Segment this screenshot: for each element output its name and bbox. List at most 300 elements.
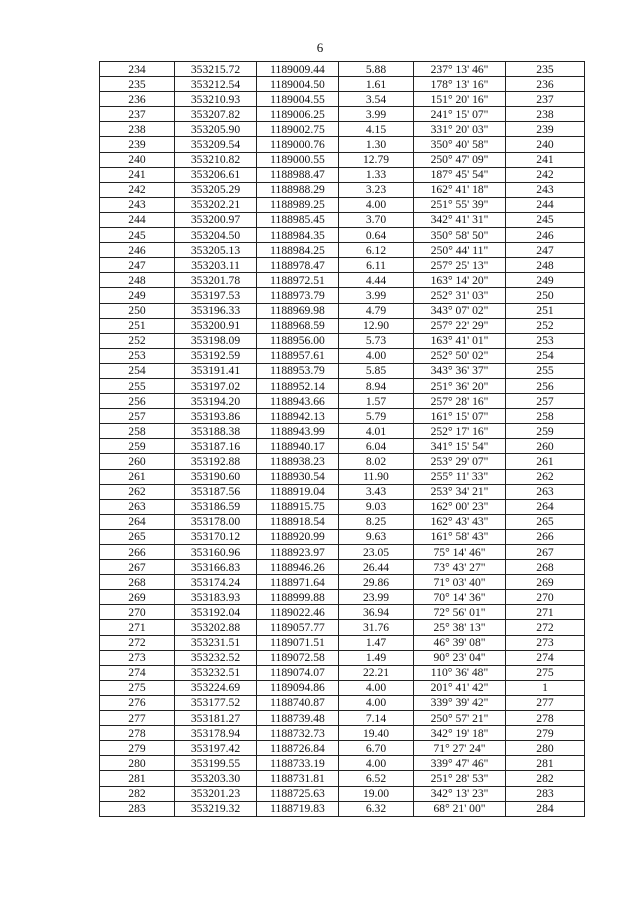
point-number-cell: 235 — [100, 77, 175, 92]
next-point-cell: 264 — [506, 499, 585, 514]
bearing-cell: 350° 58' 50" — [414, 228, 506, 243]
table-row — [100, 348, 585, 363]
table-row — [100, 680, 585, 695]
distance-cell: 23.05 — [339, 545, 414, 560]
x-coordinate-cell: 353178.94 — [175, 726, 257, 741]
point-number-cell: 276 — [100, 695, 175, 710]
y-coordinate-cell: 1189004.50 — [257, 77, 339, 92]
y-coordinate-cell: 1188985.45 — [257, 212, 339, 227]
bearing-cell: 71° 03' 40" — [414, 575, 506, 590]
table-row — [100, 726, 585, 741]
bearing-cell: 237° 13' 46" — [414, 62, 506, 77]
x-coordinate-cell: 353192.04 — [175, 605, 257, 620]
point-number-cell: 265 — [100, 529, 175, 544]
x-coordinate-cell: 353212.54 — [175, 77, 257, 92]
y-coordinate-cell: 1188952.14 — [257, 378, 339, 393]
point-number-cell: 238 — [100, 122, 175, 137]
table-row — [100, 394, 585, 409]
distance-cell: 3.99 — [339, 288, 414, 303]
distance-cell: 5.73 — [339, 333, 414, 348]
y-coordinate-cell: 1188972.51 — [257, 273, 339, 288]
distance-cell: 6.04 — [339, 439, 414, 454]
point-number-cell: 236 — [100, 92, 175, 107]
x-coordinate-cell: 353205.13 — [175, 243, 257, 258]
x-coordinate-cell: 353178.00 — [175, 514, 257, 529]
distance-cell: 1.57 — [339, 394, 414, 409]
bearing-cell: 72° 56' 01" — [414, 605, 506, 620]
bearing-cell: 46° 39' 08" — [414, 635, 506, 650]
point-number-cell: 244 — [100, 212, 175, 227]
point-number-cell: 258 — [100, 424, 175, 439]
next-point-cell: 1 — [506, 680, 585, 695]
table-row — [100, 514, 585, 529]
distance-cell: 4.44 — [339, 273, 414, 288]
bearing-cell: 71° 27' 24" — [414, 741, 506, 756]
table-row — [100, 77, 585, 92]
point-number-cell: 281 — [100, 771, 175, 786]
next-point-cell: 249 — [506, 273, 585, 288]
next-point-cell: 278 — [506, 711, 585, 726]
next-point-cell: 269 — [506, 575, 585, 590]
distance-cell: 6.12 — [339, 243, 414, 258]
y-coordinate-cell: 1188918.54 — [257, 514, 339, 529]
bearing-cell: 163° 41' 01" — [414, 333, 506, 348]
point-number-cell: 269 — [100, 590, 175, 605]
bearing-cell: 252° 17' 16" — [414, 424, 506, 439]
next-point-cell: 247 — [506, 243, 585, 258]
table-row — [100, 303, 585, 318]
table-row — [100, 771, 585, 786]
next-point-cell: 255 — [506, 363, 585, 378]
point-number-cell: 242 — [100, 182, 175, 197]
point-number-cell: 273 — [100, 650, 175, 665]
bearing-cell: 161° 58' 43" — [414, 529, 506, 544]
bearing-cell: 342° 13' 23" — [414, 786, 506, 801]
next-point-cell: 268 — [506, 560, 585, 575]
point-number-cell: 264 — [100, 514, 175, 529]
point-number-cell: 263 — [100, 499, 175, 514]
table-row — [100, 469, 585, 484]
point-number-cell: 268 — [100, 575, 175, 590]
point-number-cell: 256 — [100, 394, 175, 409]
x-coordinate-cell: 353190.60 — [175, 469, 257, 484]
bearing-cell: 331° 20' 03" — [414, 122, 506, 137]
table-row — [100, 499, 585, 514]
distance-cell: 1.30 — [339, 137, 414, 152]
x-coordinate-cell: 353202.21 — [175, 197, 257, 212]
bearing-cell: 250° 47' 09" — [414, 152, 506, 167]
next-point-cell: 240 — [506, 137, 585, 152]
distance-cell: 11.90 — [339, 469, 414, 484]
y-coordinate-cell: 1188973.79 — [257, 288, 339, 303]
next-point-cell: 267 — [506, 545, 585, 560]
next-point-cell: 265 — [506, 514, 585, 529]
distance-cell: 23.99 — [339, 590, 414, 605]
table-row — [100, 378, 585, 393]
distance-cell: 1.61 — [339, 77, 414, 92]
y-coordinate-cell: 1188732.73 — [257, 726, 339, 741]
point-number-cell: 241 — [100, 167, 175, 182]
point-number-cell: 253 — [100, 348, 175, 363]
point-number-cell: 234 — [100, 62, 175, 77]
y-coordinate-cell: 1189004.55 — [257, 92, 339, 107]
table-row — [100, 107, 585, 122]
distance-cell: 0.64 — [339, 228, 414, 243]
distance-cell: 9.63 — [339, 529, 414, 544]
distance-cell: 4.00 — [339, 756, 414, 771]
table-row — [100, 152, 585, 167]
y-coordinate-cell: 1188971.64 — [257, 575, 339, 590]
table-row — [100, 665, 585, 680]
bearing-cell: 257° 25' 13" — [414, 258, 506, 273]
bearing-cell: 201° 41' 42" — [414, 680, 506, 695]
point-number-cell: 262 — [100, 484, 175, 499]
bearing-cell: 151° 20' 16" — [414, 92, 506, 107]
y-coordinate-cell: 1189006.25 — [257, 107, 339, 122]
y-coordinate-cell: 1188915.75 — [257, 499, 339, 514]
distance-cell: 3.23 — [339, 182, 414, 197]
x-coordinate-cell: 353166.83 — [175, 560, 257, 575]
y-coordinate-cell: 1189057.77 — [257, 620, 339, 635]
point-number-cell: 274 — [100, 665, 175, 680]
table-row — [100, 333, 585, 348]
table-row — [100, 243, 585, 258]
table-row — [100, 439, 585, 454]
point-number-cell: 277 — [100, 711, 175, 726]
distance-cell: 4.00 — [339, 680, 414, 695]
x-coordinate-cell: 353200.97 — [175, 212, 257, 227]
bearing-cell: 110° 36' 48" — [414, 665, 506, 680]
point-number-cell: 266 — [100, 545, 175, 560]
y-coordinate-cell: 1189022.46 — [257, 605, 339, 620]
y-coordinate-cell: 1189000.55 — [257, 152, 339, 167]
table-row — [100, 454, 585, 469]
point-number-cell: 243 — [100, 197, 175, 212]
y-coordinate-cell: 1189072.58 — [257, 650, 339, 665]
point-number-cell: 254 — [100, 363, 175, 378]
y-coordinate-cell: 1188943.99 — [257, 424, 339, 439]
x-coordinate-cell: 353210.82 — [175, 152, 257, 167]
distance-cell: 4.79 — [339, 303, 414, 318]
x-coordinate-cell: 353197.02 — [175, 378, 257, 393]
x-coordinate-cell: 353206.61 — [175, 167, 257, 182]
distance-cell: 4.01 — [339, 424, 414, 439]
distance-cell: 5.85 — [339, 363, 414, 378]
bearing-cell: 339° 39' 42" — [414, 695, 506, 710]
distance-cell: 7.14 — [339, 711, 414, 726]
x-coordinate-cell: 353160.96 — [175, 545, 257, 560]
next-point-cell: 256 — [506, 378, 585, 393]
y-coordinate-cell: 1189009.44 — [257, 62, 339, 77]
point-number-cell: 240 — [100, 152, 175, 167]
distance-cell: 19.00 — [339, 786, 414, 801]
table-row — [100, 122, 585, 137]
x-coordinate-cell: 353215.72 — [175, 62, 257, 77]
next-point-cell: 246 — [506, 228, 585, 243]
x-coordinate-cell: 353204.50 — [175, 228, 257, 243]
next-point-cell: 253 — [506, 333, 585, 348]
next-point-cell: 260 — [506, 439, 585, 454]
bearing-cell: 241° 15' 07" — [414, 107, 506, 122]
bearing-cell: 257° 22' 29" — [414, 318, 506, 333]
next-point-cell: 271 — [506, 605, 585, 620]
table-row — [100, 228, 585, 243]
distance-cell: 6.11 — [339, 258, 414, 273]
distance-cell: 12.79 — [339, 152, 414, 167]
distance-cell: 6.52 — [339, 771, 414, 786]
table-row — [100, 137, 585, 152]
x-coordinate-cell: 353207.82 — [175, 107, 257, 122]
y-coordinate-cell: 1188957.61 — [257, 348, 339, 363]
point-number-cell: 259 — [100, 439, 175, 454]
distance-cell: 4.00 — [339, 695, 414, 710]
y-coordinate-cell: 1188984.35 — [257, 228, 339, 243]
x-coordinate-cell: 353232.52 — [175, 650, 257, 665]
y-coordinate-cell: 1188989.25 — [257, 197, 339, 212]
y-coordinate-cell: 1188968.59 — [257, 318, 339, 333]
distance-cell: 3.70 — [339, 212, 414, 227]
page-number: 6 — [316, 40, 324, 55]
point-number-cell: 251 — [100, 318, 175, 333]
next-point-cell: 236 — [506, 77, 585, 92]
table-row — [100, 695, 585, 710]
table-row — [100, 741, 585, 756]
x-coordinate-cell: 353187.16 — [175, 439, 257, 454]
bearing-cell: 25° 38' 13" — [414, 620, 506, 635]
y-coordinate-cell: 1188740.87 — [257, 695, 339, 710]
x-coordinate-cell: 353231.51 — [175, 635, 257, 650]
point-number-cell: 271 — [100, 620, 175, 635]
x-coordinate-cell: 353192.59 — [175, 348, 257, 363]
table-row — [100, 590, 585, 605]
bearing-cell: 251° 28' 53" — [414, 771, 506, 786]
bearing-cell: 341° 15' 54" — [414, 439, 506, 454]
coordinates-table-body — [100, 62, 585, 817]
next-point-cell: 238 — [506, 107, 585, 122]
point-number-cell: 248 — [100, 273, 175, 288]
distance-cell: 1.33 — [339, 167, 414, 182]
table-row — [100, 786, 585, 801]
next-point-cell: 237 — [506, 92, 585, 107]
bearing-cell: 253° 29' 07" — [414, 454, 506, 469]
bearing-cell: 342° 41' 31" — [414, 212, 506, 227]
y-coordinate-cell: 1188923.97 — [257, 545, 339, 560]
table-row — [100, 258, 585, 273]
x-coordinate-cell: 353210.93 — [175, 92, 257, 107]
distance-cell: 5.88 — [339, 62, 414, 77]
point-number-cell: 250 — [100, 303, 175, 318]
next-point-cell: 235 — [506, 62, 585, 77]
point-number-cell: 255 — [100, 378, 175, 393]
x-coordinate-cell: 353199.55 — [175, 756, 257, 771]
next-point-cell: 274 — [506, 650, 585, 665]
point-number-cell: 283 — [100, 801, 175, 816]
y-coordinate-cell: 1188930.54 — [257, 469, 339, 484]
x-coordinate-cell: 353196.33 — [175, 303, 257, 318]
distance-cell: 8.02 — [339, 454, 414, 469]
next-point-cell: 245 — [506, 212, 585, 227]
point-number-cell: 252 — [100, 333, 175, 348]
next-point-cell: 283 — [506, 786, 585, 801]
y-coordinate-cell: 1188731.81 — [257, 771, 339, 786]
bearing-cell: 187° 45' 54" — [414, 167, 506, 182]
next-point-cell: 279 — [506, 726, 585, 741]
next-point-cell: 248 — [506, 258, 585, 273]
table-row — [100, 545, 585, 560]
distance-cell: 1.49 — [339, 650, 414, 665]
distance-cell: 9.03 — [339, 499, 414, 514]
table-row — [100, 212, 585, 227]
y-coordinate-cell: 1188943.66 — [257, 394, 339, 409]
x-coordinate-cell: 353198.09 — [175, 333, 257, 348]
y-coordinate-cell: 1188988.29 — [257, 182, 339, 197]
bearing-cell: 250° 57' 21" — [414, 711, 506, 726]
distance-cell: 5.79 — [339, 409, 414, 424]
point-number-cell: 260 — [100, 454, 175, 469]
next-point-cell: 251 — [506, 303, 585, 318]
x-coordinate-cell: 353197.53 — [175, 288, 257, 303]
x-coordinate-cell: 353188.38 — [175, 424, 257, 439]
x-coordinate-cell: 353170.12 — [175, 529, 257, 544]
point-number-cell: 257 — [100, 409, 175, 424]
next-point-cell: 258 — [506, 409, 585, 424]
distance-cell: 4.00 — [339, 348, 414, 363]
x-coordinate-cell: 353181.27 — [175, 711, 257, 726]
table-row — [100, 197, 585, 212]
point-number-cell: 249 — [100, 288, 175, 303]
y-coordinate-cell: 1189074.07 — [257, 665, 339, 680]
y-coordinate-cell: 1188719.83 — [257, 801, 339, 816]
next-point-cell: 263 — [506, 484, 585, 499]
next-point-cell: 277 — [506, 695, 585, 710]
x-coordinate-cell: 353187.56 — [175, 484, 257, 499]
bearing-cell: 73° 43' 27" — [414, 560, 506, 575]
y-coordinate-cell: 1189094.86 — [257, 680, 339, 695]
y-coordinate-cell: 1188978.47 — [257, 258, 339, 273]
bearing-cell: 162° 41' 18" — [414, 182, 506, 197]
x-coordinate-cell: 353205.90 — [175, 122, 257, 137]
next-point-cell: 270 — [506, 590, 585, 605]
next-point-cell: 273 — [506, 635, 585, 650]
bearing-cell: 343° 07' 02" — [414, 303, 506, 318]
next-point-cell: 262 — [506, 469, 585, 484]
table-row — [100, 288, 585, 303]
table-row — [100, 92, 585, 107]
next-point-cell: 244 — [506, 197, 585, 212]
table-row — [100, 318, 585, 333]
x-coordinate-cell: 353192.88 — [175, 454, 257, 469]
next-point-cell: 261 — [506, 454, 585, 469]
point-number-cell: 279 — [100, 741, 175, 756]
distance-cell: 4.00 — [339, 197, 414, 212]
table-row — [100, 363, 585, 378]
next-point-cell: 259 — [506, 424, 585, 439]
distance-cell: 26.44 — [339, 560, 414, 575]
x-coordinate-cell: 353203.11 — [175, 258, 257, 273]
y-coordinate-cell: 1188733.19 — [257, 756, 339, 771]
x-coordinate-cell: 353209.54 — [175, 137, 257, 152]
bearing-cell: 257° 28' 16" — [414, 394, 506, 409]
point-number-cell: 278 — [100, 726, 175, 741]
point-number-cell: 272 — [100, 635, 175, 650]
distance-cell: 31.76 — [339, 620, 414, 635]
x-coordinate-cell: 353201.78 — [175, 273, 257, 288]
bearing-cell: 343° 36' 37" — [414, 363, 506, 378]
bearing-cell: 252° 31' 03" — [414, 288, 506, 303]
bearing-cell: 251° 36' 20" — [414, 378, 506, 393]
y-coordinate-cell: 1189000.76 — [257, 137, 339, 152]
distance-cell: 3.43 — [339, 484, 414, 499]
table-row — [100, 62, 585, 77]
y-coordinate-cell: 1188919.04 — [257, 484, 339, 499]
table-row — [100, 182, 585, 197]
x-coordinate-cell: 353183.93 — [175, 590, 257, 605]
point-number-cell: 270 — [100, 605, 175, 620]
distance-cell: 1.47 — [339, 635, 414, 650]
next-point-cell: 284 — [506, 801, 585, 816]
bearing-cell: 178° 13' 16" — [414, 77, 506, 92]
distance-cell: 8.94 — [339, 378, 414, 393]
next-point-cell: 266 — [506, 529, 585, 544]
point-number-cell: 237 — [100, 107, 175, 122]
x-coordinate-cell: 353186.59 — [175, 499, 257, 514]
y-coordinate-cell: 1188739.48 — [257, 711, 339, 726]
next-point-cell: 243 — [506, 182, 585, 197]
y-coordinate-cell: 1188988.47 — [257, 167, 339, 182]
bearing-cell: 162° 43' 43" — [414, 514, 506, 529]
x-coordinate-cell: 353201.23 — [175, 786, 257, 801]
next-point-cell: 250 — [506, 288, 585, 303]
x-coordinate-cell: 353200.91 — [175, 318, 257, 333]
x-coordinate-cell: 353191.41 — [175, 363, 257, 378]
table-row — [100, 424, 585, 439]
next-point-cell: 272 — [506, 620, 585, 635]
table-row — [100, 620, 585, 635]
next-point-cell: 275 — [506, 665, 585, 680]
x-coordinate-cell: 353202.88 — [175, 620, 257, 635]
bearing-cell: 161° 15' 07" — [414, 409, 506, 424]
point-number-cell: 245 — [100, 228, 175, 243]
coordinates-table-container — [99, 61, 585, 817]
bearing-cell: 339° 47' 46" — [414, 756, 506, 771]
table-row — [100, 801, 585, 816]
y-coordinate-cell: 1188956.00 — [257, 333, 339, 348]
y-coordinate-cell: 1188942.13 — [257, 409, 339, 424]
point-number-cell: 247 — [100, 258, 175, 273]
distance-cell: 6.70 — [339, 741, 414, 756]
table-row — [100, 409, 585, 424]
table-row — [100, 650, 585, 665]
bearing-cell: 350° 40' 58" — [414, 137, 506, 152]
y-coordinate-cell: 1188940.17 — [257, 439, 339, 454]
x-coordinate-cell: 353205.29 — [175, 182, 257, 197]
x-coordinate-cell: 353219.32 — [175, 801, 257, 816]
distance-cell: 4.15 — [339, 122, 414, 137]
x-coordinate-cell: 353194.20 — [175, 394, 257, 409]
bearing-cell: 162° 00' 23" — [414, 499, 506, 514]
x-coordinate-cell: 353174.24 — [175, 575, 257, 590]
y-coordinate-cell: 1189002.75 — [257, 122, 339, 137]
table-row — [100, 635, 585, 650]
y-coordinate-cell: 1188946.26 — [257, 560, 339, 575]
x-coordinate-cell: 353203.30 — [175, 771, 257, 786]
next-point-cell: 254 — [506, 348, 585, 363]
next-point-cell: 280 — [506, 741, 585, 756]
bearing-cell: 68° 21' 00" — [414, 801, 506, 816]
y-coordinate-cell: 1188953.79 — [257, 363, 339, 378]
x-coordinate-cell: 353177.52 — [175, 695, 257, 710]
distance-cell: 12.90 — [339, 318, 414, 333]
